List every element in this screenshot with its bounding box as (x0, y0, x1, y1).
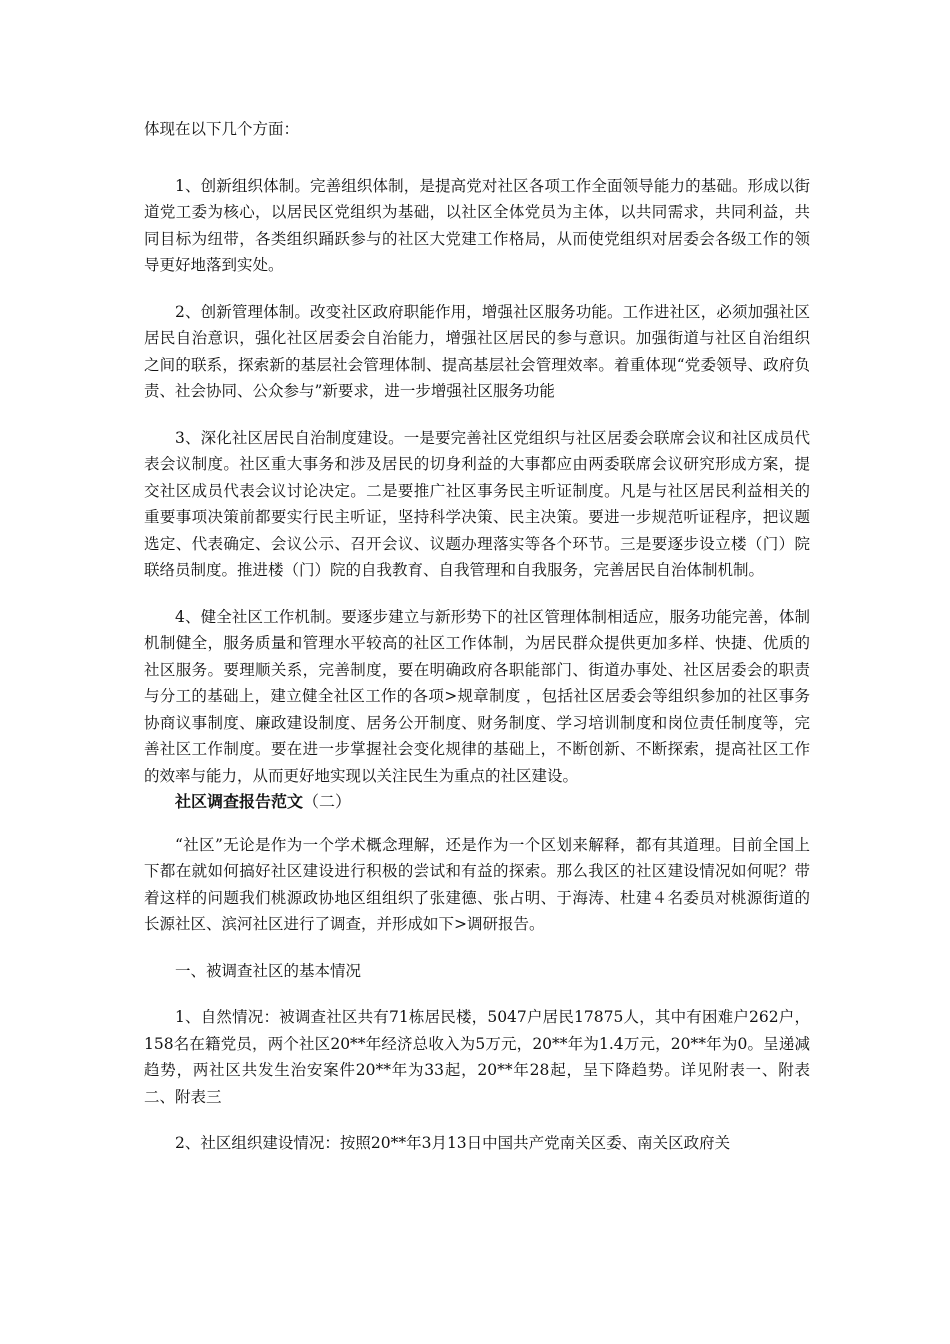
document-page (144, 116, 810, 1157)
paragraph-management-system: 2、创新管理体制。改变社区政府职能作用，增强社区服务功能。工作进社区，必须加强社区居民自治意识，强化社区居委会自治能力，增强社区居民的参与意识。加强街道与社区自治组织之间的联系，探索新的基层社会管理体制、提高基层社会管理效率。着重体现“党委领导、政府负责、社会协同、公众参与”新要求，进一步增强社区服务功能 (144, 302, 810, 400)
paragraph-work-mechanism: 4、健全社区工作机制。要逐步建立与新形势下的社区管理体制相适应，服务功能完善，体制机制健全，服务质量和管理水平较高的社区工作体制，为居民群众提供更加多样、快捷、优质的社区服务。要理顺关系，完善制度，要在明确政府各职能部门、街道办事处、社区居委会的职责与分工的基础上，建立健全社区工作的各项>规章制度 ，包括社区居委会等组织参加的社区事务协商议事制度、廉政建设制度、居务公开制度、财务制度、学习培训制度和岗位责任制度等，完善社区工作制度。要在进一步掌握社会变化规律的基础上，不断创新、不断探索，提高社区工作的效率与能力，从而更好地实现以关注民生为重点的社区建设。 (144, 607, 810, 785)
section-title-basic-info: 一、被调查社区的基本情况 (175, 961, 362, 980)
paragraph-natural-conditions: 1、自然情况：被调查社区共有71栋居民楼，5047户居民17875人，其中有困难户262户，158名在籍党员，两个社区20**年经济总收入为5万元，20**年为1.4万元，20**年为0。呈递减趋势，两社区共发生治安案件20**年为33起，20**年28起，呈下降趋势。详见附表一、附表二、附表三 (144, 1008, 810, 1106)
paragraph-organization-system: 1、创新组织体制。完善组织体制，是提高党对社区各项工作全面领导能力的基础。形成以街道党工委为核心，以居民区党组织为基础，以社区全体党员为主体，以共同需求，共同利益，共同目标为纽带，各类组织踊跃参与的社区大党建工作格局，从而使党组织对居委会各级工作的领导更好地落到实处。 (144, 176, 810, 274)
section-heading (144, 789, 810, 816)
paragraph-organization-building: 2、社区组织建设情况：按照20**年3月13日中国共产党南关区委、南关区政府关 (175, 1134, 731, 1152)
heading-main: 社区调查报告范文 (175, 792, 304, 811)
paragraph-community-intro: “社区”无论是作为一个学术概念理解，还是作为一个区划来解释，都有其道理。目前全国上下都在就如何搞好社区建设进行积极的尝试和有益的探索。那么我区的社区建设情况如何呢？带着这样的问题我们桃源政协地区组组织了张建德、张占明、于海涛、杜建４名委员对桃源街道的长源社区、滨河社区进行了调查，并形成如下>调研报告。 (144, 835, 810, 933)
intro-line: 体现在以下几个方面： (144, 120, 300, 138)
paragraph-self-governance: 3、深化社区居民自治制度建设。一是要完善社区党组织与社区居委会联席会议和社区成员代表会议制度。社区重大事务和涉及居民的切身利益的大事都应由两委联席会议研究形成方案，提交社区成员代表会议讨论决定。二是要推广社区事务民主听证制度。凡是与社区居民利益相关的重要事项决策前都要实行民主听证，坚持科学决策、民主决策。要进一步规范听证程序，把议题选定、代表确定、会议公示、召开会议、议题办理落实等各个环节。三是要逐步设立楼（门）院联络员制度。推进楼（门）院的自我教育、自我管理和自我服务，完善居民自治体制机制。 (144, 428, 810, 579)
heading-sub: （二） (303, 792, 352, 811)
